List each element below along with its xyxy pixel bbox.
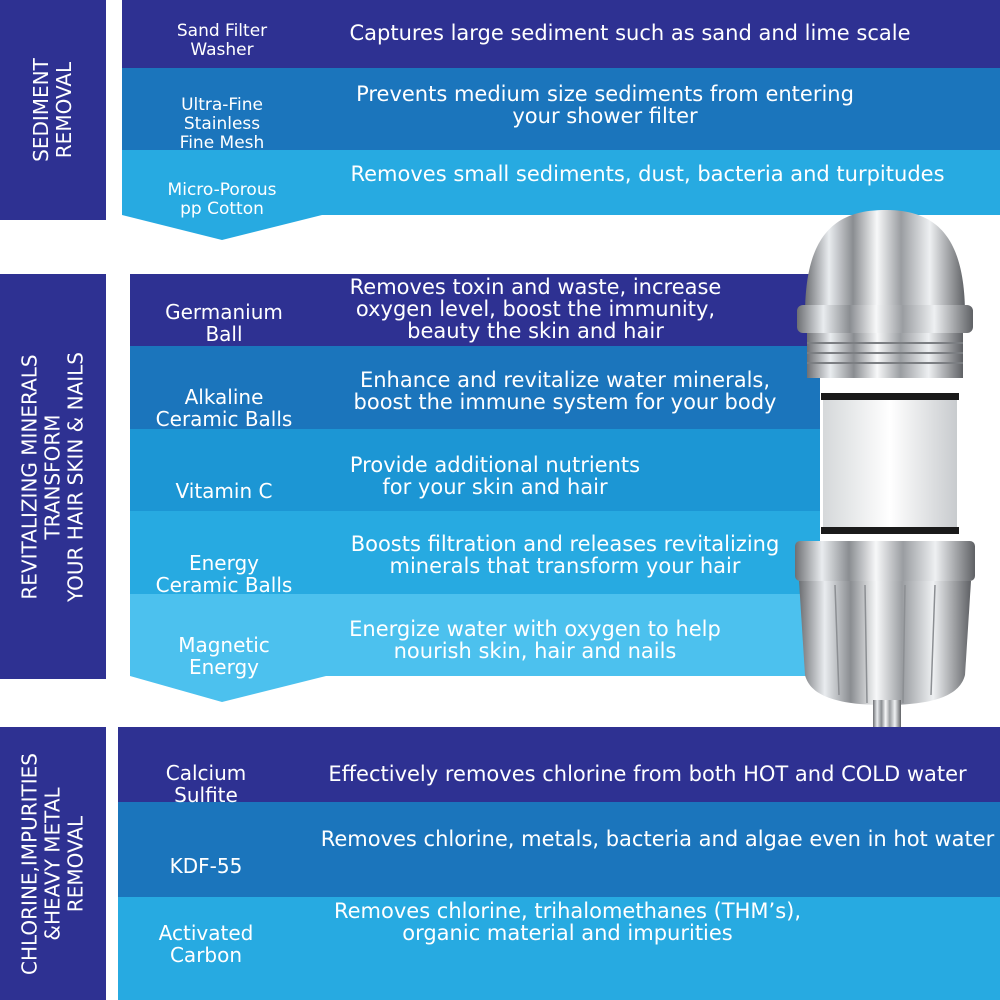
layer-label: Energy Ceramic Balls bbox=[155, 551, 293, 598]
layer-label: Germanium Ball bbox=[165, 300, 283, 347]
layer-description: Captures large sediment such as sand and lime scale bbox=[349, 21, 911, 45]
layer-description: Boosts filtration and releases revitalizing minerals that transform your hair bbox=[350, 532, 780, 579]
layer-description: Removes small sediments, dust, bacteria and turpitudes bbox=[350, 162, 945, 186]
layer-label: KDF-55 bbox=[169, 854, 243, 878]
layer-label: Ultra-Fine Stainless Fine Mesh bbox=[179, 95, 265, 154]
filter-bottom-rim bbox=[795, 541, 975, 581]
layer-label: Activated Carbon bbox=[158, 921, 254, 968]
layer-label: Magnetic Energy bbox=[178, 633, 270, 680]
layer-description: Removes toxin and waste, increase oxygen level, boost the immunity, beauty the skin and hair bbox=[349, 275, 722, 344]
layer-label: Micro-Porous pp Cotton bbox=[167, 180, 277, 220]
layer-description: Removes chlorine, metals, bacteria and algae even in hot water bbox=[320, 827, 995, 851]
section-sediment-title: SEDIMENT REMOVAL bbox=[29, 58, 76, 162]
layer-label: Alkaline Ceramic Balls bbox=[155, 385, 293, 432]
layer-label: Sand Filter Washer bbox=[176, 21, 268, 61]
layer-description: Provide additional nutrients for your skin and hair bbox=[349, 453, 641, 500]
layer-label: Calcium Sulfite bbox=[165, 761, 247, 808]
layer-description: Effectively removes chlorine from both HOT and COLD water bbox=[328, 762, 967, 786]
filter-thread bbox=[807, 333, 963, 378]
layer-description: Energize water with oxygen to help nourish skin, hair and nails bbox=[349, 617, 721, 664]
layer-label: Vitamin C bbox=[175, 479, 273, 503]
filter-cartridge bbox=[823, 393, 957, 533]
layer-description: Prevents medium size sediments from entering your shower filter bbox=[356, 82, 854, 129]
filter-bottom-housing bbox=[799, 581, 971, 705]
filter-cartridge-ring bbox=[821, 393, 959, 400]
section-chlorine-title: CHLORINE,IMPURITIES &HEAVY METAL REMOVAL bbox=[17, 752, 88, 975]
filter-top-cap bbox=[805, 210, 965, 315]
layer-description: Removes chlorine, trihalomethanes (THM’s), organic material and impurities bbox=[333, 899, 802, 946]
filter-cap-rim bbox=[797, 305, 973, 333]
shower-filter-illustration bbox=[795, 205, 975, 735]
section-minerals-title: REVITALIZING MINERALS TRANSFORM YOUR HAIR SKIN & NAILS bbox=[17, 351, 88, 602]
layer-description: Enhance and revitalize water minerals, boost the immune system for your body bbox=[353, 368, 777, 415]
filter-cartridge-ring bbox=[821, 527, 959, 534]
